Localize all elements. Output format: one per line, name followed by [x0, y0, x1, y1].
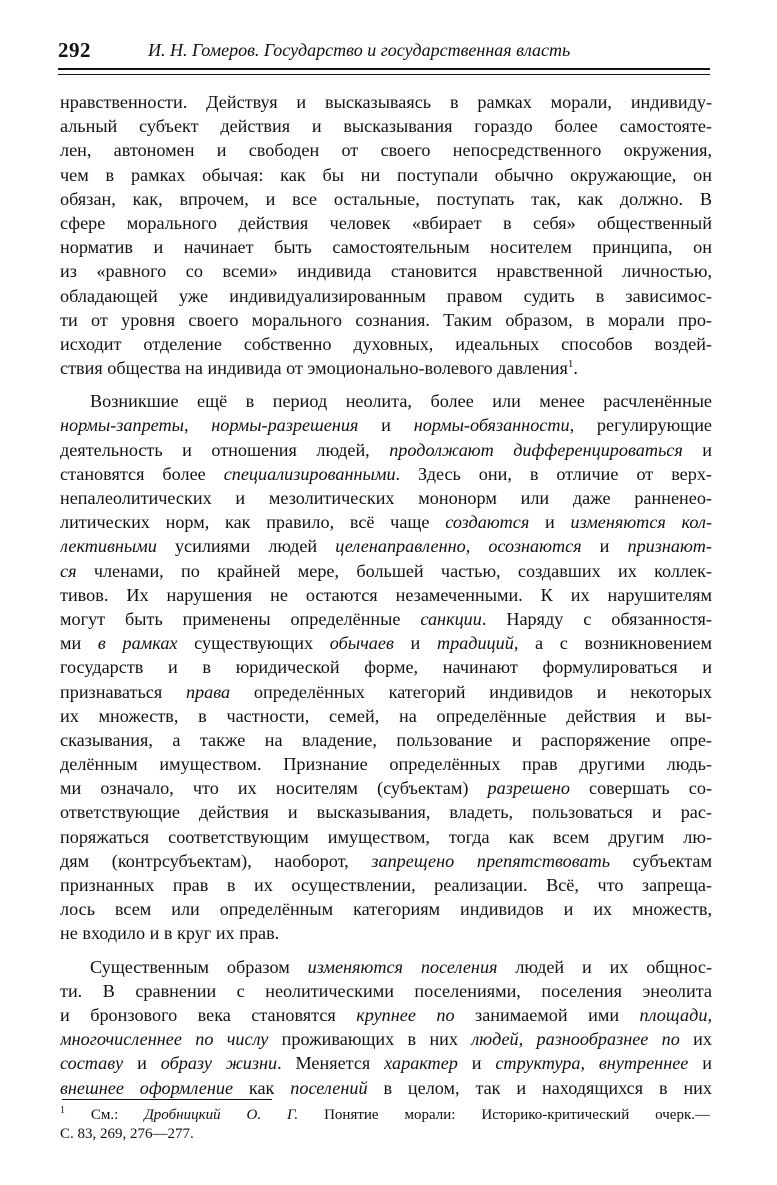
emphasis: традиций: [436, 633, 514, 654]
text-run: ствия общества на индивида от эмоционально-волевого давления: [60, 358, 568, 379]
text-line: исходит отделение собственно духовных, идеальных способов воздей-: [60, 333, 712, 354]
text-run: , а с возникновением: [513, 633, 712, 654]
emphasis: санкции: [420, 608, 482, 629]
text-run: . Здесь они, в отличие от верх-: [395, 463, 712, 484]
text-line: обязан, как, впрочем, и все остальные, поступать так, как должно. В: [60, 188, 712, 209]
emphasis: ся: [60, 560, 77, 581]
text-line: [60, 631, 712, 655]
text-line: [60, 607, 712, 631]
text-line: не входило и в круг их прав.: [60, 923, 280, 944]
emphasis: нормы-запреты: [60, 415, 184, 436]
text-line: поряжаться соответствующим имуществом, тогда как всем другим лю-: [60, 826, 712, 847]
text-line: [60, 1027, 712, 1051]
text-line: [60, 462, 712, 486]
text-run: и: [581, 536, 628, 557]
text-line: ти. В сравнении с неолитическими поселениями, поселения энеолита: [60, 980, 712, 1001]
footnote-reference: 1: [567, 358, 574, 370]
text-line: признанных прав в их осуществлении, реализации. Всё, что запреща-: [60, 875, 712, 895]
emphasis: права: [185, 681, 231, 702]
text-run: могут быть применены определённые: [60, 608, 421, 629]
text-line: тивов. Их нарушения не остаются незамеченными. К их нарушителям: [60, 584, 712, 605]
text-run: членами, по крайней мере, большей частью, создавших их коллек-: [76, 560, 712, 581]
emphasis: крупнее по: [356, 1004, 455, 1025]
text-line: сказывания, а также на владение, пользование и распоряжение опре-: [60, 729, 712, 750]
footnote-line: С. 83, 269, 276—277.: [60, 1126, 194, 1142]
text-run: литических норм, как правило, всё чаще: [60, 512, 446, 533]
footnote-line: [60, 1106, 710, 1125]
running-title: И. Н. Гомеров. Государство и государственная власть: [148, 40, 571, 60]
text-line: обладающей уже индивидуализированным правом судить в зависимос-: [60, 285, 712, 306]
text-run: и: [457, 1053, 496, 1074]
emphasis: продолжают дифференцироваться: [389, 439, 683, 460]
header-rule: [58, 68, 710, 70]
text-line: [60, 1003, 712, 1027]
emphasis: людей, разнообразнее по: [471, 1029, 680, 1050]
text-line: [60, 510, 712, 534]
text-run: субъектам: [610, 850, 712, 871]
text-run: ми означало, что их носителям (субъектам): [60, 778, 488, 799]
text-line: их множеств, в частности, семей, на определённые действия и вы-: [60, 705, 712, 726]
text-run: и: [358, 415, 414, 436]
text-run: и: [123, 1053, 161, 1074]
emphasis: запрещено препятствовать: [371, 850, 611, 871]
emphasis: признают-: [627, 536, 712, 557]
page-number: 292: [58, 38, 91, 62]
text-line: [60, 438, 712, 462]
footnote: [60, 1106, 710, 1144]
text-line: [60, 534, 712, 558]
body-text: [60, 90, 712, 1100]
footnote-author: Дробницкий О. Г.: [144, 1107, 299, 1123]
paragraph: [60, 90, 712, 380]
text-line: [60, 559, 712, 583]
text-run: Существенным образом: [90, 956, 308, 977]
text-run: людей и их общнос-: [497, 956, 712, 977]
text-run: и бронзового века становятся: [60, 1004, 357, 1025]
footnote-mark: 1: [60, 1106, 65, 1116]
text-run: признаваться: [60, 681, 186, 702]
text-line: лось всем или определённым категориям индивидов и их множеств,: [60, 899, 712, 920]
text-line: лен, автономен и свободен от своего непосредственного окружения,: [60, 140, 712, 161]
emphasis: нормы-обязанности: [413, 415, 570, 436]
emphasis: внешнее оформление: [60, 1077, 234, 1098]
emphasis: структура, внутреннее: [495, 1053, 689, 1074]
footnote-rule: [62, 1099, 272, 1100]
page-header: [58, 38, 712, 64]
text-run: и: [393, 633, 437, 654]
text-line: ти от уровня своего морального сознания. Таким образом, в морали про-: [60, 309, 712, 330]
text-run: дям (контрсубъектам), наоборот,: [60, 850, 372, 871]
text-run: и: [688, 1053, 712, 1074]
emphasis: характер: [384, 1053, 458, 1074]
emphasis: изменяются кол-: [570, 512, 712, 533]
text-line: непалеолитических и мезолитических мононорм или даже ранненео-: [60, 488, 712, 508]
text-line: из «равного со всеми» индивида становится нравственной личностью,: [60, 261, 712, 282]
text-run: становятся более: [60, 463, 224, 484]
text-run: в целом, так и находящихся в них: [367, 1077, 712, 1098]
emphasis: целенаправленно, осознаются: [335, 536, 582, 557]
text-run: деятельность и отношения людей,: [60, 439, 390, 460]
text-run: проживающих в них: [268, 1029, 472, 1050]
text-line: нравственности. Действуя и высказываясь в рамках морали, индивиду-: [60, 92, 712, 112]
text-run: , регулирующие: [569, 415, 712, 436]
header-rule-thin: [58, 74, 710, 75]
text-line: [60, 849, 712, 873]
text-run: Понятие морали: Историко-критический очерк.—: [298, 1107, 710, 1123]
emphasis: создаются: [445, 512, 530, 533]
text-run: определённых категорий индивидов и некоторых: [230, 681, 712, 702]
text-run: и: [529, 512, 571, 533]
text-line: чем в рамках обычая: как бы ни поступали обычно окружающие, он: [60, 164, 712, 185]
text-line: [60, 413, 712, 437]
emphasis: в рамках: [97, 633, 178, 654]
emphasis: площади,: [639, 1004, 712, 1025]
text-run: занимаемой ими: [454, 1004, 640, 1025]
emphasis: изменяются поселения: [307, 956, 498, 977]
text-line: [60, 1076, 712, 1100]
text-run: и: [682, 439, 712, 460]
text-line: государств и в юридической форме, начинают формулироваться и: [60, 657, 712, 678]
emphasis: специализированными: [223, 463, 396, 484]
paragraph: [60, 955, 712, 1100]
text-line: [60, 680, 712, 704]
emphasis: обычаев: [329, 633, 394, 654]
text-run: .: [573, 358, 578, 379]
text-run: ,: [183, 415, 212, 436]
emphasis: лективными: [60, 536, 157, 557]
emphasis: составу: [60, 1053, 124, 1074]
text-line: норматив и начинает быть самостоятельным носителем принципа, он: [60, 237, 712, 258]
text-run: совершать со-: [569, 778, 712, 799]
text-run: См.:: [65, 1107, 145, 1123]
text-line: сфере морального действия человек «вбирает в себя» общественный: [60, 212, 712, 233]
emphasis: нормы-разрешения: [211, 415, 359, 436]
text-line: [60, 955, 712, 979]
text-run: их: [679, 1029, 712, 1050]
text-line: ответствующие действия и высказывания, владеть, пользоваться и рас-: [60, 802, 712, 823]
text-run: . Наряду с обязанностя-: [481, 608, 712, 629]
paragraph: [60, 389, 712, 945]
text-run: ми: [60, 633, 98, 654]
text-run: усилиями людей: [156, 536, 336, 557]
text-run: . Меняется: [277, 1053, 385, 1074]
emphasis: образу жизни: [160, 1053, 278, 1074]
emphasis: разрешено: [487, 778, 570, 799]
text-run: существующих: [177, 633, 330, 654]
text-run: как: [233, 1077, 291, 1098]
text-line: [60, 776, 712, 800]
text-line: [60, 1051, 712, 1075]
text-line: делённым имуществом. Признание определённых прав другими людь-: [60, 754, 712, 775]
text-line: альный субъект действия и высказывания гораздо более самостояте-: [60, 116, 712, 137]
text-line: [60, 356, 712, 380]
emphasis: многочисленнее по числу: [60, 1029, 269, 1050]
emphasis: поселений: [290, 1077, 368, 1098]
text-line: Возникшие ещё в период неолита, более или менее расчленённые: [90, 391, 712, 412]
